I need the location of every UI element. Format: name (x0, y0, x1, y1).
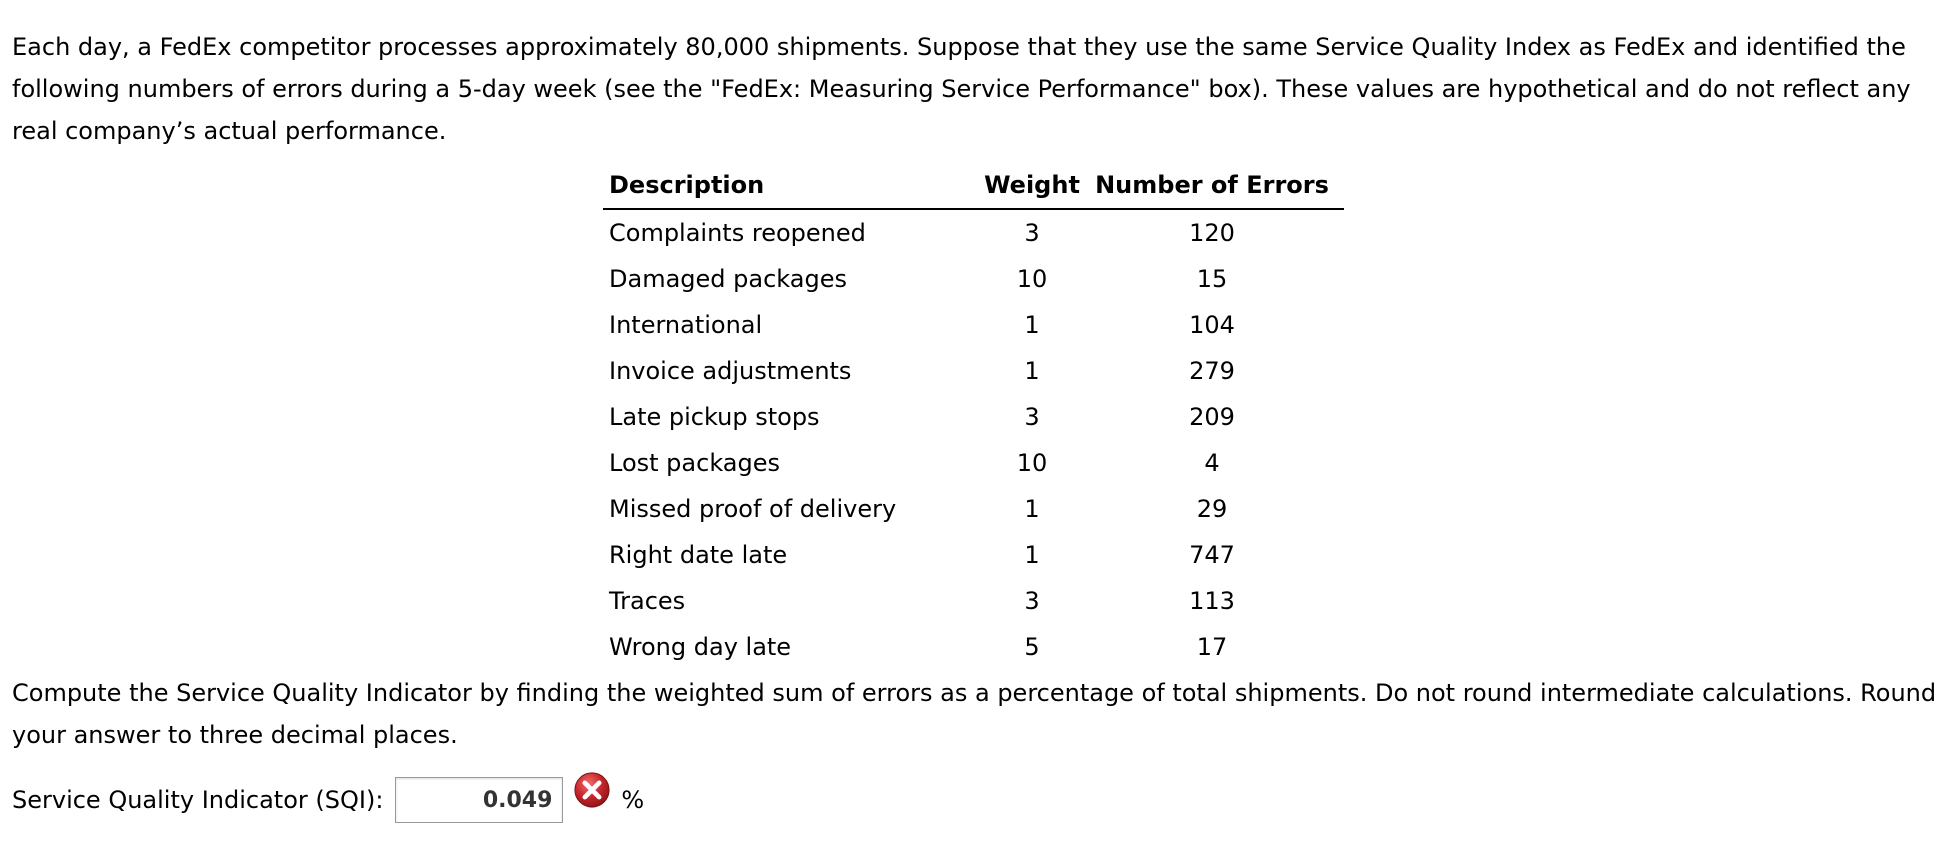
table-row (603, 624, 1344, 670)
row-description: Traces (609, 587, 686, 615)
row-errors: 15 (1196, 265, 1228, 293)
sqi-label: Service Quality Indicator (SQI): (12, 786, 384, 814)
row-errors: 104 (1189, 311, 1235, 339)
row-description: Missed proof of delivery (609, 495, 897, 523)
row-errors: 17 (1196, 633, 1228, 661)
row-errors: 209 (1189, 403, 1235, 431)
row-errors: 279 (1189, 357, 1235, 385)
question-instructions: Compute the Service Quality Indicator by finding the weighted sum of errors as a percentage of total shipments. Do not round intermediate calculations. Round your answer to three decimal places. (12, 679, 1937, 749)
table-row (603, 209, 1344, 256)
row-weight: 1 (1024, 311, 1040, 339)
sqi-answer-input[interactable] (395, 777, 563, 823)
row-weight: 3 (1024, 219, 1040, 247)
row-errors: 120 (1189, 219, 1235, 247)
row-weight: 1 (1024, 357, 1040, 385)
incorrect-x-icon (573, 771, 611, 809)
table-row (603, 348, 1344, 394)
table-header-row (603, 162, 1344, 209)
row-description: International (609, 311, 763, 339)
row-weight: 10 (1016, 449, 1048, 477)
row-description: Right date late (609, 541, 788, 569)
header-number-of-errors: Number of Errors (1092, 162, 1344, 209)
row-weight: 1 (1024, 541, 1040, 569)
table-row (603, 440, 1344, 486)
row-weight: 10 (1016, 265, 1048, 293)
errors-table (603, 162, 1344, 670)
row-errors: 747 (1189, 541, 1235, 569)
percent-unit: % (621, 786, 645, 814)
row-errors: 29 (1196, 495, 1228, 523)
row-description: Invoice adjustments (609, 357, 852, 385)
table-row (603, 302, 1344, 348)
table-row (603, 532, 1344, 578)
row-description: Lost packages (609, 449, 780, 477)
row-description: Wrong day late (609, 633, 792, 661)
row-weight: 3 (1024, 587, 1040, 615)
row-errors: 4 (1204, 449, 1220, 477)
row-weight: 1 (1024, 495, 1040, 523)
row-weight: 5 (1024, 633, 1040, 661)
row-description: Damaged packages (609, 265, 847, 293)
answer-row (12, 772, 644, 828)
row-errors: 113 (1189, 587, 1235, 615)
row-weight: 3 (1024, 403, 1040, 431)
row-description: Late pickup stops (609, 403, 820, 431)
table-row (603, 256, 1344, 302)
question-intro: Each day, a FedEx competitor processes approximately 80,000 shipments. Suppose that they use the same Service Quality Index as FedEx and identified the following numbers of errors during a 5-day week (see the "FedEx: Measuring Service Performance" box). These values are hypothetical and do not reflect any real company’s actual performance. (12, 33, 1911, 145)
table-row (603, 578, 1344, 624)
row-description: Complaints reopened (609, 219, 866, 247)
table-row (603, 486, 1344, 532)
table-row (603, 394, 1344, 440)
header-description: Description (603, 162, 972, 209)
header-weight: Weight (972, 162, 1092, 209)
